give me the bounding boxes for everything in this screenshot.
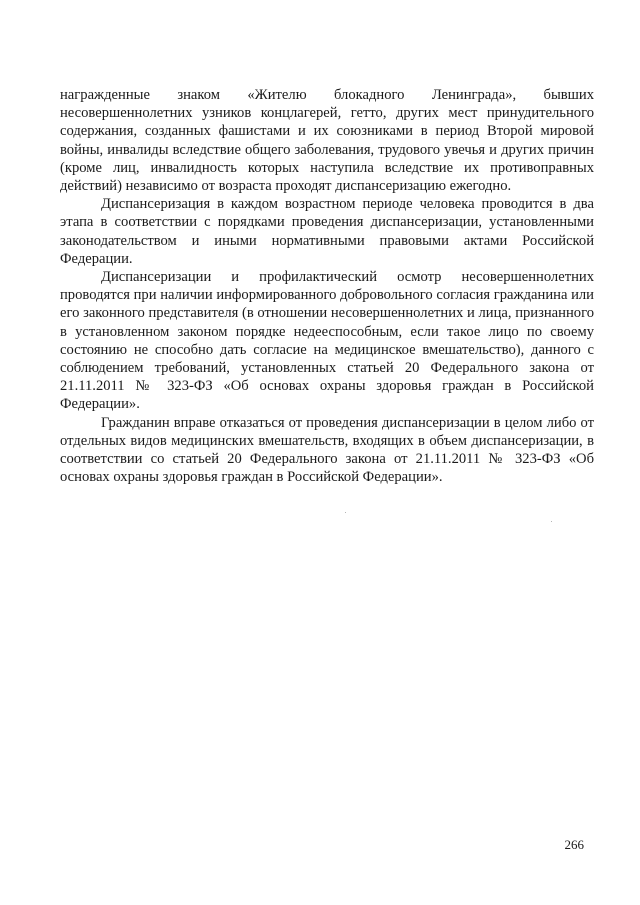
document-body bbox=[60, 86, 594, 486]
page-number: 266 bbox=[564, 837, 584, 852]
scan-speck bbox=[345, 512, 346, 513]
paragraph-continuation: награжденные знаком «Жителю блокадного Ленинграда», бывших несовершеннолетних узников концлагерей, гетто, других мест принудительного содержания, созданных фашистами и их союзниками в период Второй мировой войны, инвалиды вследствие общего заболевания, трудового увечья и других причин (кроме лиц, инвалидность которых наступила вследствие их противоправных действий) независимо от возраста проходят диспансеризацию ежегодно. bbox=[60, 87, 594, 195]
scan-speck bbox=[551, 521, 552, 522]
paragraph-two-stages: Диспансеризация в каждом возрастном периоде человека проводится в два этапа в соответствии с порядками проведения диспансеризации, установленными законодательством и иными нормативными правовыми актами Российской Федерации. bbox=[60, 196, 594, 267]
paragraph-right-to-refuse: Гражданин вправе отказаться от проведения диспансеризации в целом либо от отдельных видов медицинских вмешательств, входящих в объем диспансеризации, в соответствии со статьей 20 Федерального закона от 21.11.2011 № 323-ФЗ «Об основах охраны здоровья граждан в Российской Федерации». bbox=[60, 414, 594, 486]
paragraph-informed-consent: Диспансеризации и профилактический осмотр несовершеннолетних проводятся при наличии информированного добровольного согласия гражданина или его законного представителя (в отношении несовершеннолетних и лица, признанного в установленном законом порядке недееспособным, если такое лицо по своему состоянию не способно дать согласие на медицинское вмешательство), данного с соблюдением требований, установленных статьей 20 Федерального закона от 21.11.2011 № 323-ФЗ «Об основах охраны здоровья граждан в Российской Федерации». bbox=[60, 269, 594, 413]
